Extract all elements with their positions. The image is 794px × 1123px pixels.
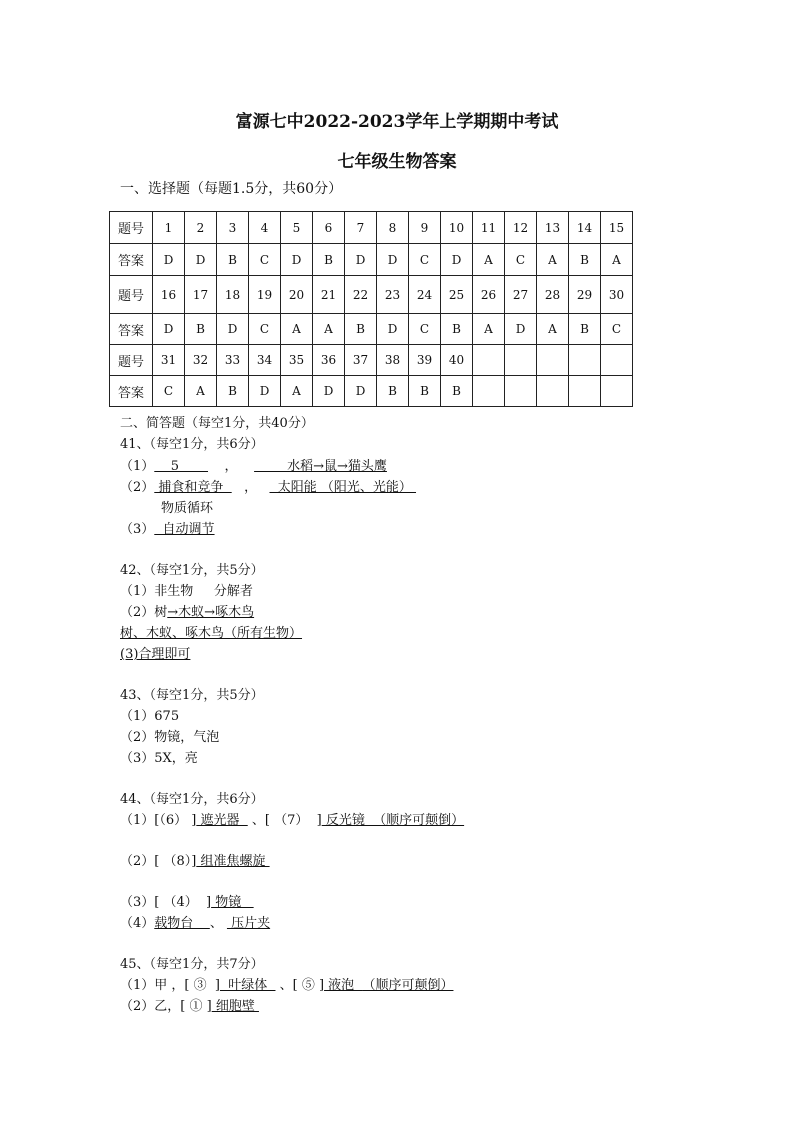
table-cell-label: 答案 [110,314,153,345]
table-cell: D [345,244,377,276]
q45-l2-prefix: （2）乙，[ ① ] [120,999,212,1014]
table-cell: 3 [217,212,249,244]
table-cell-label: 题号 [110,345,153,376]
q41-l2-answer-b: 太阳能 （阳光、光能） [269,480,417,495]
table-cell: 34 [249,345,281,376]
table-cell: 39 [409,345,441,376]
table-cell: A [281,376,313,407]
table-cell: 7 [345,212,377,244]
table-cell: 13 [537,212,569,244]
table-cell: C [409,244,441,276]
table-cell: B [217,376,249,407]
table-row-answer [110,376,633,407]
table-cell: B [569,314,601,345]
table-cell: D [249,376,281,407]
q44-l3-answer: 物镜 [211,895,254,910]
table-cell: 21 [313,276,345,314]
page-title: 富源七中2022-2023学年上学期期中考试 [235,112,559,132]
q44-line-4 [120,915,270,932]
table-cell-label: 题号 [110,276,153,314]
q45-l1-prefix: （1）甲 ，[ ③ ] [120,978,220,993]
q45-l1-answer-b: 液泡 [324,978,363,993]
q41-l1-sep: ， [208,459,255,474]
table-row-answer [110,244,633,276]
q44-l2-answer: 组准焦螺旋 [196,854,270,869]
table-cell: C [249,244,281,276]
q42-line-3: 树、木蚁、啄木鸟（所有生物） [120,626,303,641]
table-cell: D [377,314,409,345]
table-cell: 27 [505,276,537,314]
table-cell-label: 答案 [110,376,153,407]
table-cell: 11 [473,212,505,244]
table-cell [473,345,505,376]
table-cell [473,376,505,407]
table-cell [601,345,633,376]
table-cell: A [537,314,569,345]
page-subtitle: 七年级生物答案 [337,152,457,172]
table-cell: 37 [345,345,377,376]
table-cell [569,376,601,407]
table-cell: B [217,244,249,276]
table-cell: B [409,376,441,407]
q45-l1-mid: 、[ ⑤ ] [275,978,325,993]
q44-l1-answer-b: 反光镜 （顺序可颠倒） [321,813,465,828]
table-row-question [110,276,633,314]
section-1-heading: 一、选择题（每题1.5分，共60分） [120,181,343,197]
table-cell: 10 [441,212,473,244]
q44-l4-prefix: （4） [120,916,155,931]
table-cell: 40 [441,345,473,376]
table-cell: B [377,376,409,407]
q44-line-3 [120,894,254,911]
table-cell: A [281,314,313,345]
q41-l2-answer-a: 捕食和竞争 [154,480,232,495]
table-cell: 17 [185,276,217,314]
answer-table [109,211,633,407]
table-cell: A [185,376,217,407]
table-cell: 22 [345,276,377,314]
table-cell-label: 答案 [110,244,153,276]
table-cell: 30 [601,276,633,314]
table-row-question [110,345,633,376]
table-cell: 20 [281,276,313,314]
q44-line-2 [120,853,270,870]
table-cell: C [409,314,441,345]
q43-line-2: （2）物镜，气泡 [120,730,220,745]
table-cell: 19 [249,276,281,314]
q42-l2-answer: →木蚁→啄木鸟 [167,605,255,620]
table-cell: 26 [473,276,505,314]
table-row-answer [110,314,633,345]
q43-heading: 43、（每空1分，共5分） [120,688,264,703]
table-cell: D [153,244,185,276]
table-cell: 25 [441,276,473,314]
table-cell: 9 [409,212,441,244]
q43-line-1: （1）675 [120,709,180,724]
table-cell [537,376,569,407]
q41-l1-answer-b: 水稻→鼠→猫头鹰 [254,459,387,474]
q45-l2-answer: 细胞壁 [211,999,259,1014]
table-row-question [110,212,633,244]
q44-l3-prefix: （3）[ （4） ] [120,895,212,910]
q45-l1-note: （顺序可颠倒） [362,978,454,993]
q44-l4-mid: 、 [209,916,227,931]
table-cell: D [153,314,185,345]
q44-l1-mid: 、[ （7） ] [247,813,322,828]
table-cell: 32 [185,345,217,376]
table-cell: A [313,314,345,345]
q44-l2-prefix: （2）[ （8）] [120,854,197,869]
table-cell: B [185,314,217,345]
q44-line-1 [120,812,464,829]
table-cell: 4 [249,212,281,244]
table-cell: 38 [377,345,409,376]
q41-l2-sep: ， [231,480,270,495]
q44-l4-answer-a: 载物台 [154,916,210,931]
table-cell: C [601,314,633,345]
table-cell: C [249,314,281,345]
q41-l4-answer: 自动调节 [154,522,215,537]
table-cell: 18 [217,276,249,314]
table-cell-label: 题号 [110,212,153,244]
table-cell: C [505,244,537,276]
table-cell: 24 [409,276,441,314]
table-cell: 16 [153,276,185,314]
table-cell [505,376,537,407]
table-cell: B [441,376,473,407]
q44-l1-prefix: （1）[（6） ] [120,813,197,828]
q45-l1-answer-a: 叶绿体 [219,978,276,993]
q41-line-3: 物质循环 [161,501,214,516]
table-cell: D [345,376,377,407]
table-cell: D [217,314,249,345]
q41-l2-prefix: （2） [120,480,155,495]
table-cell: 6 [313,212,345,244]
table-cell: B [441,314,473,345]
q41-line-1 [120,458,387,475]
q41-l4-prefix: （3） [120,522,155,537]
q41-line-2 [120,479,416,496]
table-cell [537,345,569,376]
table-cell: B [345,314,377,345]
table-cell: B [313,244,345,276]
table-cell: 31 [153,345,185,376]
q42-heading: 42、（每空1分，共5分） [120,563,264,578]
table-cell [569,345,601,376]
table-cell: 35 [281,345,313,376]
table-cell: D [313,376,345,407]
table-cell: 2 [185,212,217,244]
table-cell: 36 [313,345,345,376]
q42-line-1: （1）非生物 分解者 [120,584,253,599]
table-cell: A [473,244,505,276]
q43-line-3: （3）5X，亮 [120,751,198,766]
q42-l2-prefix: （2）树 [120,605,168,620]
table-cell: 28 [537,276,569,314]
table-cell: D [377,244,409,276]
table-cell [601,376,633,407]
table-cell: B [569,244,601,276]
section-2-heading: 二、简答题（每空1分，共40分） [120,416,314,431]
table-cell: 33 [217,345,249,376]
table-cell: 1 [153,212,185,244]
q45-line-1 [120,977,453,994]
table-cell: 12 [505,212,537,244]
table-cell: A [537,244,569,276]
table-cell: D [441,244,473,276]
table-cell: 14 [569,212,601,244]
table-cell: C [153,376,185,407]
q42-line-4: (3)合理即可 [120,647,191,662]
q44-l4-answer-b: 压片夹 [226,916,271,931]
q41-l1-answer-a: 5 [154,459,209,474]
q41-heading: 41、（每空1分，共6分） [120,437,264,452]
table-cell: D [505,314,537,345]
q42-line-2 [120,604,254,621]
q44-l1-answer-a: 遮光器 [196,813,248,828]
table-cell: 23 [377,276,409,314]
table-cell: D [185,244,217,276]
q41-line-4 [120,521,215,538]
q44-heading: 44、（每空1分，共6分） [120,792,264,807]
q41-l1-prefix: （1） [120,459,155,474]
table-cell: 8 [377,212,409,244]
table-cell: 15 [601,212,633,244]
q45-line-2 [120,998,259,1015]
table-cell: A [601,244,633,276]
table-cell: 5 [281,212,313,244]
table-cell: A [473,314,505,345]
table-cell: 29 [569,276,601,314]
table-cell [505,345,537,376]
q45-heading: 45、（每空1分，共7分） [120,957,264,972]
table-cell: D [281,244,313,276]
